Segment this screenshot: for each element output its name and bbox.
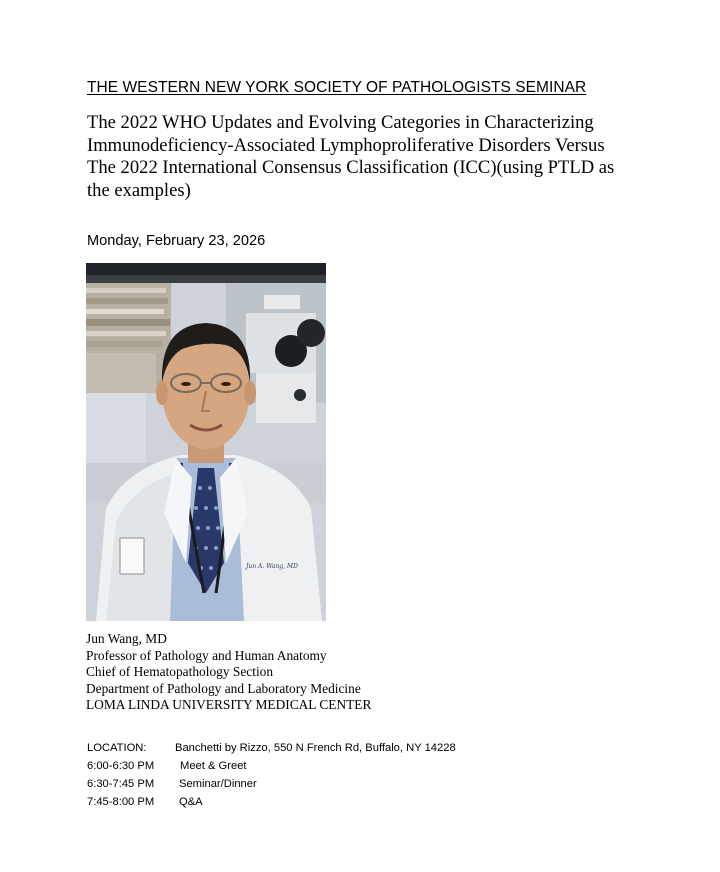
detail-value: Q&A bbox=[179, 796, 203, 808]
seminar-date: Monday, February 23, 2026 bbox=[87, 233, 266, 249]
speaker-name: Jun Wang, MD bbox=[86, 631, 167, 646]
speaker-title: LOMA LINDA UNIVERSITY MEDICAL CENTER bbox=[86, 697, 372, 713]
speaker-title: Department of Pathology and Laboratory Medicine bbox=[86, 680, 361, 696]
detail-label: 6:00-6:30 PM bbox=[87, 760, 155, 772]
speaker-title: Professor of Pathology and Human Anatomy bbox=[86, 647, 327, 663]
speaker-info bbox=[86, 631, 371, 714]
detail-label: LOCATION: bbox=[87, 742, 147, 754]
detail-value: Meet & Greet bbox=[180, 760, 247, 772]
title-line: Immunodeficiency-Associated Lymphoproliferative Disorders Versus bbox=[87, 134, 605, 156]
speaker-title: Chief of Hematopathology Section bbox=[86, 664, 274, 680]
title-line: The 2022 WHO Updates and Evolving Categories in Characterizing bbox=[87, 112, 594, 133]
detail-label: 7:45-8:00 PM bbox=[87, 796, 155, 808]
title-line: the examples) bbox=[87, 179, 191, 201]
seminar-title bbox=[87, 112, 647, 202]
detail-value: Seminar/Dinner bbox=[179, 778, 257, 790]
detail-label: 6:30-7:45 PM bbox=[87, 778, 155, 790]
detail-value: Banchetti by Rizzo, 550 N French Rd, Buffalo, NY 14228 bbox=[175, 742, 456, 754]
badge-text: Jun A. Wang, MD bbox=[246, 563, 298, 570]
speaker-photo bbox=[86, 263, 326, 621]
title-line: The 2022 International Consensus Classification (ICC)(using PTLD as bbox=[87, 157, 615, 179]
seminar-header: THE WESTERN NEW YORK SOCIETY OF PATHOLOGISTS SEMINAR bbox=[87, 79, 587, 96]
